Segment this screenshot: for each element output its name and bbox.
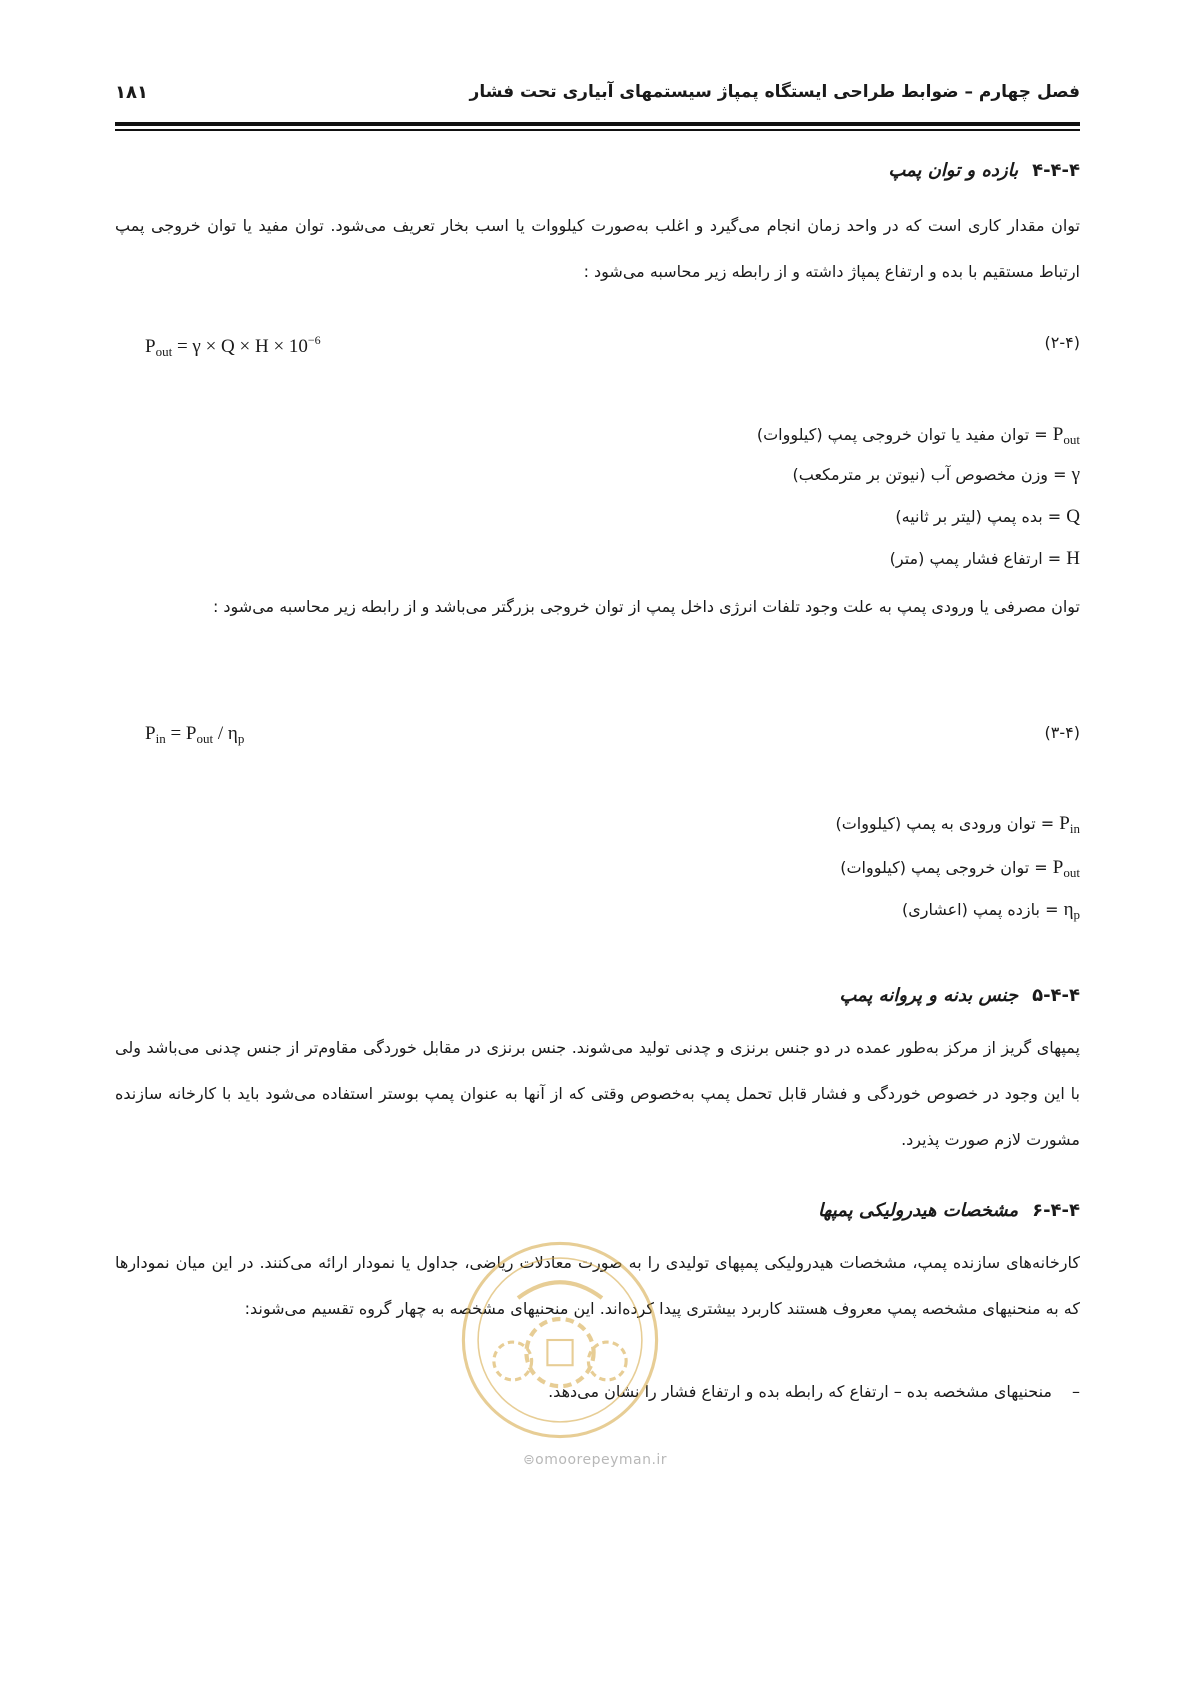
equation-number: (۲-۴) [1044,333,1080,352]
formula-p-out: $P_{out} = \gamma \times Q \times H \times 10^{-6}$ [145,333,321,359]
definition-q: Q = بده پمپ (لیتر بر ثانیه) [895,506,1080,527]
paragraph-input-power: توان مصرفی یا ورودی پمپ به علت وجود تلفات انرژی داخل پمپ از توان خروجی بزرگتر می‌باشد و از رابطه زیر محاسبه می‌شود : [212,597,1080,616]
equation-output-power [115,333,1080,363]
chapter-title: فصل چهارم – ضوابط طراحی ایستگاه پمپاژ سیستمهای آبیاری تحت فشار [469,82,1080,102]
header-rule-thin [115,129,1080,131]
page-header [115,72,1080,112]
definition-eta: $\eta_p$ = بازده پمپ (اعشاری) [901,899,1080,922]
section-number: ۶-۴-۴ [1032,1200,1080,1221]
section-heading-body-impeller [839,985,1080,1006]
section-title: بازده و توان پمپ [888,160,1019,181]
paragraph-materials: پمپهای گریز از مرکز به‌طور عمده در دو جنس برنزی و چدنی تولید می‌شوند. جنس برنزی در مقابل خوردگی مقاوم‌تر از جنس چدنی می‌باشد ولی با این وجود در خصوص خوردگی و فشار قابل تحمل پمپ به‌خصوص وقتی که از آنها به عنوان پمپ بوستر استفاده می‌شود باید با کارخانه سازنده مشورت لازم صورت پذیرد. [115,1038,1080,1149]
definition-p-out: $P_{out}$ = توان مفید یا توان خروجی پمپ (کیلووات) [756,424,1080,447]
section-number: ۵-۴-۴ [1032,985,1080,1006]
section-title: جنس بدنه و پروانه پمپ [839,985,1019,1006]
section-heading-hydraulic-specs [818,1200,1080,1221]
paragraph-hydraulic: کارخانه‌های سازنده پمپ، مشخصات هیدرولیکی پمپهای تولیدی را به صورت معادلات ریاضی، جداول یا نمودار ارائه می‌کنند. در این میان نمودارها که به منحنیهای مشخصه پمپ معروف هستند کاربرد بیشتری پیدا کرده‌اند. این منحنیهای مشخصه به چهار گروه تقسیم می‌شوند: [115,1253,1080,1318]
page-number: ۱۸۱ [115,81,148,103]
header-rule-thick [115,122,1080,126]
watermark-site: ⊜omoorepeyman.ir [522,1452,668,1468]
equation-input-power [115,723,1080,753]
section-heading-efficiency-power [888,160,1080,181]
definition-p-in: $P_{in}$ = توان ورودی به پمپ (کیلووات) [835,813,1080,836]
equation-number: (۳-۴) [1044,723,1080,742]
section-number: ۴-۴-۴ [1032,160,1080,181]
definition-gamma: γ = وزن مخصوص آب (نیوتن بر مترمکعب) [792,464,1080,485]
definition-p-out-2: $P_{out}$ = توان خروجی پمپ (کیلووات) [840,857,1080,880]
bullet-text: منحنیهای مشخصه بده – ارتفاع که رابطه بده و ارتفاع فشار را نشان می‌دهد. [548,1382,1052,1401]
watermark-copyright-icon: ⊜ [522,1452,536,1468]
paragraph-power-definition: توان مقدار کاری است که در واحد زمان انجام می‌گیرد و اغلب به‌صورت کیلووات یا اسب بخار تعریف می‌شود. توان مفید یا توان خروجی پمپ ارتباط مستقیم با بده و ارتفاع پمپاژ داشته و از رابطه زیر محاسبه می‌شود : [115,216,1080,281]
list-item [548,1377,1080,1407]
bullet-dash: – [1072,1382,1080,1401]
section-title: مشخصات هیدرولیکی پمپها [817,1200,1019,1221]
definition-h: H = ارتفاع فشار پمپ (متر) [889,548,1080,569]
formula-p-in: $P_{in} = P_{out} / \eta_p$ [145,723,245,746]
